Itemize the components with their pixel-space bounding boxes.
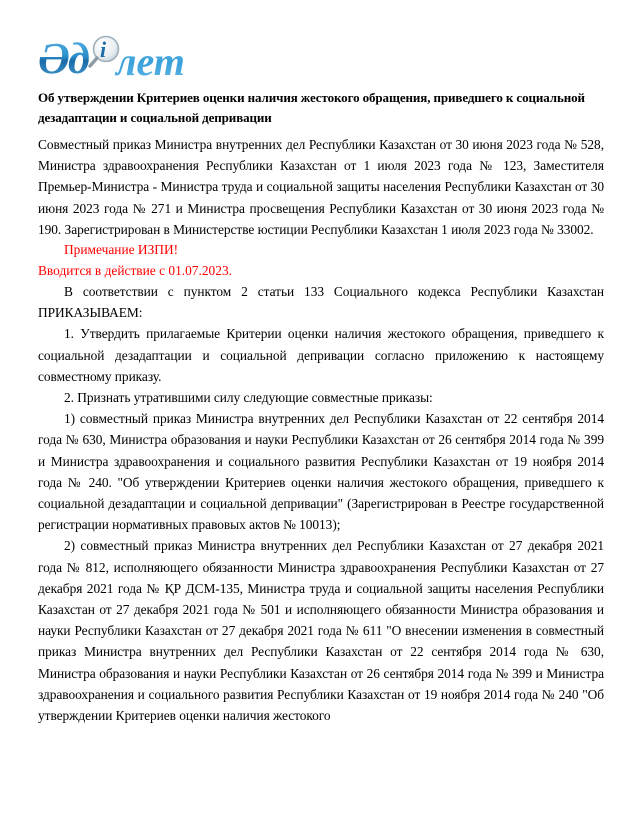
basis-paragraph: В соответствии с пунктом 2 статьи 133 Социального кодекса Республики Казахстан ПРИКАЗЫВАЕМ: [38,284,604,321]
svg-text:Ә: Ә [38,34,70,83]
note-title: Примечание ИЗПИ! [64,242,179,258]
document-content [38,88,604,726]
adilet-logo[interactable] [38,33,218,85]
paragraph-2: 2. Признать утратившими силу следующие совместные приказы: [64,390,433,406]
paragraph-1: 1. Утвердить прилагаемые Критерии оценки наличия жестокого обращения, приведшего к социальной дезадаптации и социальной депривации согласно приложению к настоящему совместному приказу. [38,326,604,384]
preamble-paragraph: Совместный приказ Министра внутренних дел Республики Казахстан от 30 июня 2023 года № 528, Министра здравоохранения Республики Казахстан от 1 июля 2023 года № 123, Заместителя Премьер-Министра - Министра труда и социальной защиты населения Республики Казахстан от 30 июня 2023 года № 271 и Министра просвещения Республики Казахстан от 30 июня 2023 года № 190. Зарегистрирован в Министерстве юстиции Республики Казахстан 1 июля 2023 года № 33002. [38,137,604,237]
page-title: Об утверждении Критериев оценки наличия жестокого обращения, приведшего к социальной дезадаптации и социальной депривации [38,90,585,125]
paragraph-2-item-2: 2) совместный приказ Министра внутренних дел Республики Казахстан от 27 декабря 2021 года № 812, исполняющего обязанности Министра здравоохранения Республики Казахстан от 27 декабря 2021 года № ҚР ДСМ-135, Министра труда и социальной защиты населения Республики Казахстан от 27 декабря 2021 года № 501 и исполняющего обязанности Министра образования и науки Республики Казахстан от 27 декабря 2021 года № 611 "О внесении изменения в совместный приказ Министра внутренних дел Республики Казахстан от 22 сентября 2014 года № 630, Министра образования и науки Республики Казахстан от 26 сентября 2014 года № 399 и Министра здравоохранения и социального развития Республики Казахстан от 19 ноября 2014 года № 240 "Об утверждении Критериев оценки наличия жестокого [38,538,604,724]
adilet-logo-icon [38,33,218,85]
svg-text:д: д [68,34,90,83]
svg-text:i: i [100,37,107,62]
paragraph-2-item-1: 1) совместный приказ Министра внутренних дел Республики Казахстан от 22 сентября 2014 года № 630, Министра образования и науки Республики Казахстан от 26 сентября 2014 года № 399 и Министра здравоохранения и социального развития Республики Казахстан от 19 ноября 2014 года № 240. "Об утверждении Критериев оценки наличия жестокого обращения, приведшего к социальной дезадаптации и социальной депривации" (Зарегистрирован в Реестре государственной регистрации нормативных правовых актов № 10013); [38,411,604,533]
note-effective-date: Вводится в действие с 01.07.2023. [38,262,232,278]
svg-text:лет: лет [116,39,185,84]
